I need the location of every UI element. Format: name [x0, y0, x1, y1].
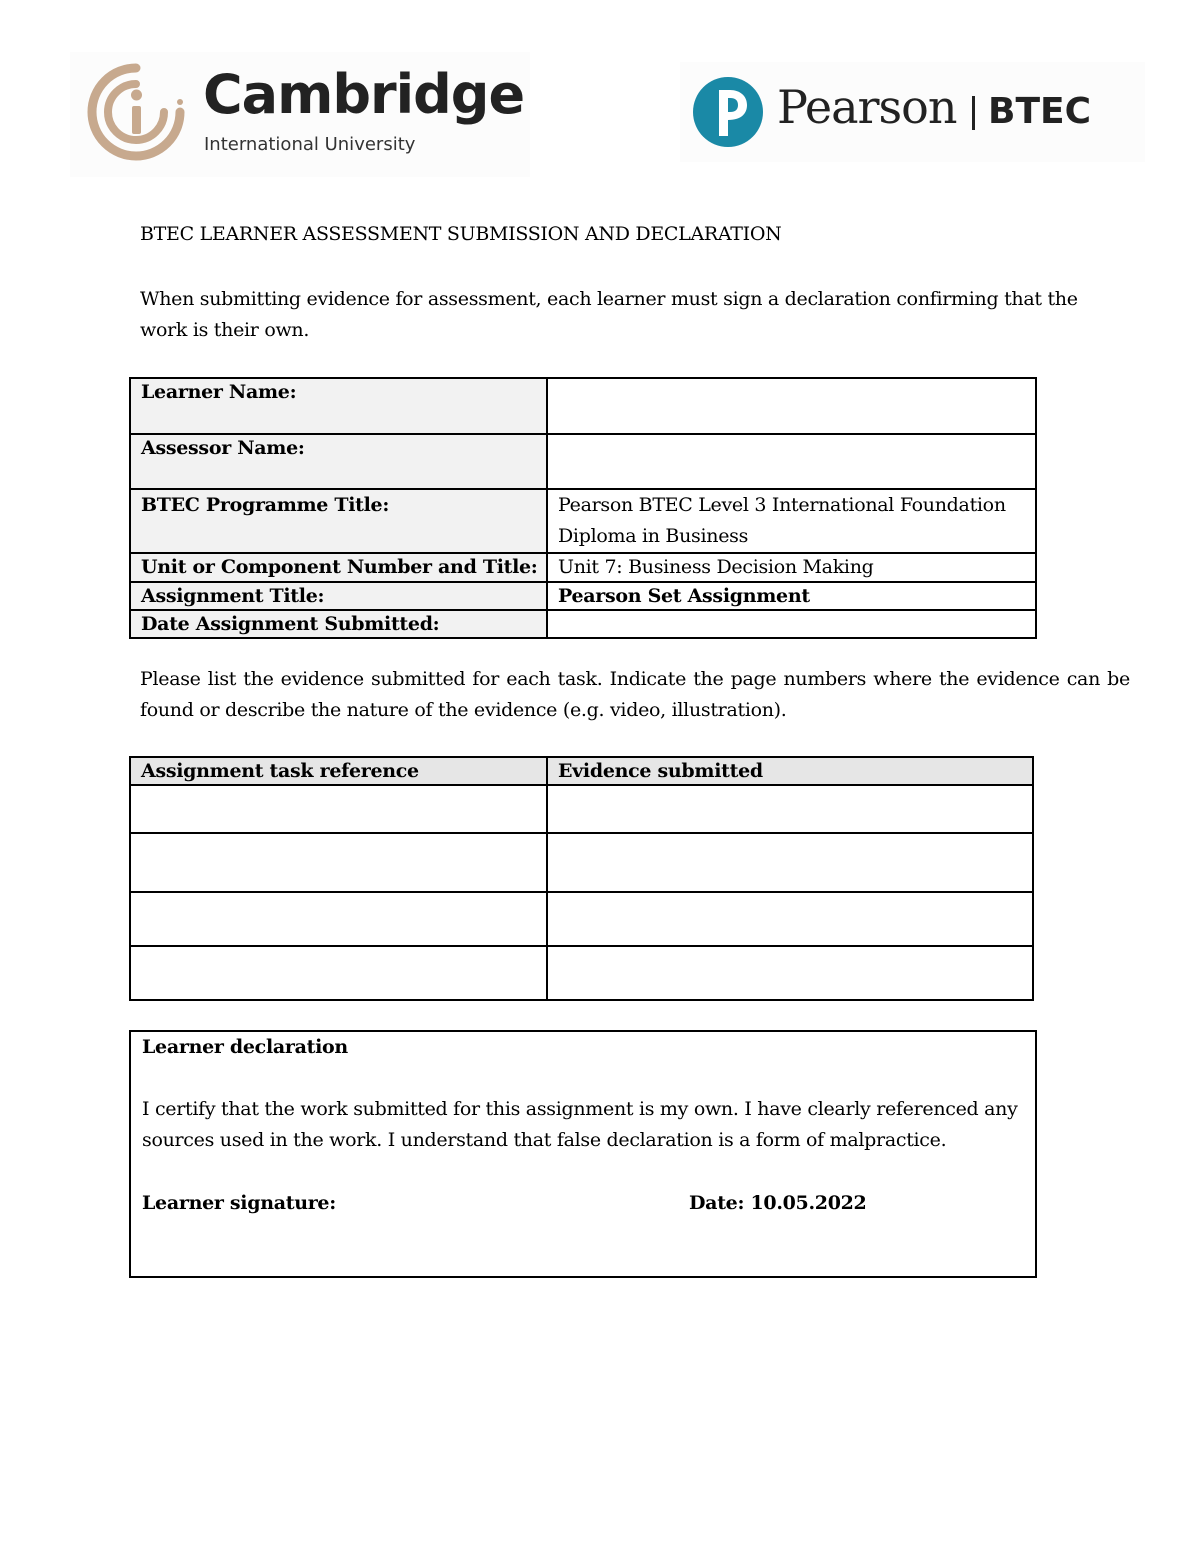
page-title: BTEC LEARNER ASSESSMENT SUBMISSION AND DECLARATION: [140, 223, 782, 245]
cambridge-logo: [70, 52, 530, 177]
evidence-cell[interactable]: [547, 785, 1033, 833]
cambridge-ring-icon: [86, 62, 186, 162]
pearson-wordmark: Pearson: [777, 80, 957, 134]
assessor-name-label: Assessor Name:: [130, 434, 547, 489]
pearson-btec-logo: [680, 62, 1145, 162]
assessor-name-field[interactable]: [547, 434, 1036, 489]
pearson-p-icon: [692, 72, 764, 152]
evidence-cell[interactable]: [547, 833, 1033, 892]
table-row: [130, 946, 1033, 1000]
evidence-cell[interactable]: [547, 946, 1033, 1000]
table-row: [130, 785, 1033, 833]
signature-label: Learner signature:: [142, 1192, 336, 1214]
details-table: [129, 377, 1037, 639]
assignment-title-label: Assignment Title:: [130, 582, 547, 610]
unit-value[interactable]: Unit 7: Business Decision Making: [547, 553, 1036, 582]
evidence-header-row: [130, 757, 1033, 785]
declaration-box: [129, 1030, 1037, 1278]
details-row: [130, 434, 1036, 489]
assignment-title-value[interactable]: Pearson Set Assignment: [547, 582, 1036, 610]
task-reference-cell[interactable]: [130, 946, 547, 1000]
declaration-heading: Learner declaration: [142, 1036, 348, 1058]
table-row: [130, 833, 1033, 892]
intro-text: When submitting evidence for assessment, each learner must sign a declaration confirming that the work is their own.: [140, 288, 1078, 341]
evidence-cell[interactable]: [547, 892, 1033, 946]
details-row: [130, 553, 1036, 582]
table-row: [130, 892, 1033, 946]
cambridge-subtitle: International University: [204, 134, 416, 155]
evidence-table: [129, 756, 1034, 1001]
details-row: [130, 610, 1036, 638]
programme-title-label: BTEC Programme Title:: [130, 489, 547, 553]
task-reference-cell[interactable]: [130, 833, 547, 892]
evidence-instructions: Please list the evidence submitted for each task. Indicate the page numbers where the evidence can be found or describe the nature of the evidence (e.g. video, illustration).: [140, 668, 1130, 721]
unit-label: Unit or Component Number and Title:: [130, 553, 547, 582]
declaration-text: I certify that the work submitted for this assignment is my own. I have clearly referenced any sources used in the work. I understand that false declaration is a form of malpractice.: [142, 1098, 1018, 1151]
learner-name-field[interactable]: [547, 378, 1036, 434]
task-reference-cell[interactable]: [130, 892, 547, 946]
declaration-date: Date: 10.05.2022: [689, 1192, 867, 1214]
date-submitted-field[interactable]: [547, 610, 1036, 638]
cambridge-wordmark: Cambridge: [203, 63, 525, 126]
learner-name-label: Learner Name:: [130, 378, 547, 434]
task-reference-cell[interactable]: [130, 785, 547, 833]
programme-title-value[interactable]: Pearson BTEC Level 3 International Foundation Diploma in Business: [547, 489, 1036, 553]
logo-separator: [972, 96, 975, 130]
task-reference-header: Assignment task reference: [130, 757, 547, 785]
btec-wordmark: BTEC: [988, 91, 1092, 132]
details-row: [130, 378, 1036, 434]
date-submitted-label: Date Assignment Submitted:: [130, 610, 547, 638]
details-row: [130, 582, 1036, 610]
details-row: [130, 489, 1036, 553]
evidence-submitted-header: Evidence submitted: [547, 757, 1033, 785]
